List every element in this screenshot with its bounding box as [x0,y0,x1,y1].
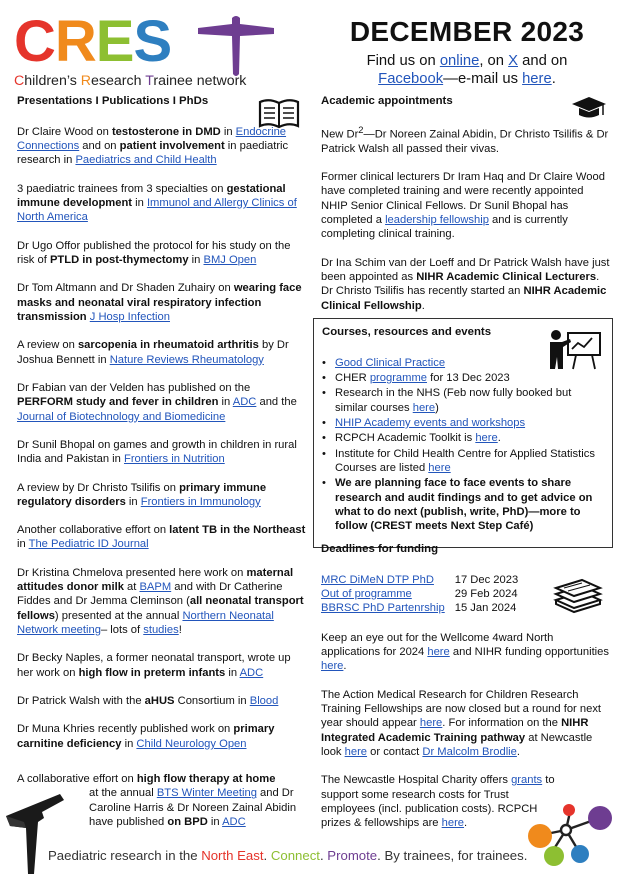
find-sep: , on [479,53,509,69]
find-text: Find us on [366,53,440,69]
highlight: testosterone in DMD [111,125,221,138]
find-end: . [551,71,556,87]
text: or contact [367,745,423,758]
journal-link[interactable]: The Pediatric ID Journal [28,538,149,551]
list-item [17,338,309,367]
highlight: wearing face masks and neonatal viral respiratory infection transmission [17,282,302,323]
courses-box [313,318,613,548]
network-circle [528,824,552,848]
highlight: PTLD in post-thymectomy [49,253,189,266]
table-row [321,601,518,615]
text: Dr Sunil Bhopal on games and growth in children in rural India and Pakistan in [17,438,297,466]
list-item [322,476,604,533]
funding-note [321,631,613,674]
email-link[interactable]: here [522,71,552,87]
text: Dr Tom Altmann and Dr Shaden Zuhairy on [17,282,234,295]
text: Another collaborative effort on [17,524,170,537]
list-item [322,431,604,445]
text: and is currently completing clinical training. [321,213,568,241]
text: ! [178,624,182,637]
text: . [421,299,425,312]
action-medical-link[interactable]: here [419,717,443,730]
funding-note [321,688,613,760]
rcpch-prizes-link[interactable]: here [441,817,465,830]
list-item [17,523,309,552]
list-item [17,481,309,510]
text: Institute for Child Health Centre for Applied Statistics Courses are listed [335,447,595,474]
text: at [123,581,140,594]
text: at the annual [89,787,157,800]
nihr-link[interactable]: here [321,660,344,673]
journal-link[interactable]: studies [143,624,179,637]
deadlines-section [321,542,613,845]
tagline-t: T [145,73,154,89]
network-circles-icon [526,802,622,868]
table-row [321,573,518,587]
deadline-date: 29 Feb 2024 [454,587,518,600]
text: . [516,745,520,758]
journal-link[interactable]: Paediatrics and Child Health [75,154,217,167]
tagline-c: C [14,73,25,89]
text: Dr Fabian van der Velden has published on the [17,381,251,394]
highlight: high flow in preterm infants [78,666,226,679]
text: . [497,432,501,445]
network-circle [563,804,575,816]
statistics-courses-link[interactable]: here [428,461,451,474]
text: Dr Kristina Chmelova presented here work on [17,566,247,579]
journal-link[interactable]: ADC [239,666,264,679]
logo-letter-c: C [14,9,55,74]
table-row [321,587,518,601]
list-item [17,381,309,424]
text: in paediatric research in [17,139,289,167]
text: in [121,737,137,750]
journal-link[interactable]: ADC [232,396,257,409]
text: and the [256,396,297,409]
list-item [17,722,309,751]
text: Dr Patrick Walsh with the [17,695,145,708]
email-text: —e-mail us [443,71,523,87]
highlight: NIHR Integrated Academic Training pathway [321,717,589,744]
text: Dr Becky Naples, a former neonatal transport, wrote up her work on [17,652,291,679]
highlight: We are planning face to face events to share research and audit findings and to get advice on what to do next (publish, write, PhD)—more to follow (CREST meets Next Step Café) [335,477,593,533]
text: Dr Claire Wood on [17,125,112,138]
highlight: gestational immune development [17,182,286,209]
contact-link[interactable]: Dr Malcolm Brodlie [422,745,517,758]
network-circle [571,845,589,863]
text: in [125,495,141,508]
rcpch-toolkit-link[interactable]: here [475,432,498,445]
list-item [17,125,309,168]
text: Keep an eye out for the Wellcome 4ward North applications for 2024 [321,631,554,658]
funding-link[interactable]: Out of programme [321,587,412,600]
journal-link[interactable]: Nature Reviews Rheumatology [109,353,264,366]
list-item [322,371,604,385]
tagline-childrens: hildren’s [24,73,81,89]
gcp-link[interactable]: Good Clinical Practice [335,356,446,369]
funding-link[interactable]: BBRSC PhD Partenrship [321,601,445,614]
text: Former clinical lecturers Dr Iram Haq and Dr Claire Wood have completed training and were recently appointed NHIP Senior Clinical Fellows. Dr Sunil Bhopal has completed a [321,170,605,226]
journal-link[interactable]: Endocrine Connections [17,125,287,152]
find-sep: and on [518,53,568,69]
text: A review by Dr Christo Tsilifis on [17,481,180,494]
highlight: primary carnitine deficiency [17,723,275,750]
journal-link[interactable]: Frontiers in Immunology [140,495,261,508]
leadership-fellowship-link[interactable]: leadership fellowship [385,213,489,226]
text: ) presented at the annual [54,609,183,622]
appointments-title: Academic appointments [321,95,453,107]
highlight: patient involvement [119,139,225,152]
text: and Dr Caroline Harris & Dr Noreen Zainal Abidin have published [89,787,297,828]
wellcome-link[interactable]: here [427,645,450,658]
highlight: sarcopenia in rheumatoid arthritis [77,339,259,352]
text: Dr Muna Khries recently published work on [17,723,234,736]
appointment-item [321,256,613,313]
deadlines-title: Deadlines for funding [321,543,439,555]
text: . [343,660,347,673]
text: . [319,848,328,863]
highlight: all neonatal transport fellows [17,595,304,622]
text: . For information on the [442,717,562,730]
text: . Dr Christo Tsilifis has recently started an [321,270,600,298]
highlight: primary immune regulatory disorders [17,481,267,508]
deadlines-table [321,573,518,615]
courses-list [322,356,604,534]
text: and with Dr Catherine Fiddes and Dr Jemma Cleminson ( [17,581,283,608]
journal-link[interactable]: BAPM [139,581,172,594]
nhip-academy-link[interactable]: NHIP Academy events and workshops [335,416,526,429]
superscript: 2 [358,124,364,135]
tagline-trainee-network: rainee network [153,73,247,89]
logo-letter-r: R [54,9,96,74]
north-east-text: North East [201,848,264,863]
find-us-links [322,52,612,88]
text: in [225,666,240,679]
list-item [17,438,309,467]
publications-column [17,94,309,765]
list-item [17,281,309,324]
iat-link[interactable]: here [344,745,368,758]
text: Research in the NHS (Feb now fully booked but similar courses [335,387,572,414]
highlight: maternal attitudes donor milk [17,566,294,594]
text: in [220,125,236,138]
journal-link[interactable]: Immunol and Allergy Clinics of North America [17,196,297,224]
journal-link[interactable]: BTS Winter Meeting [156,787,257,800]
grants-link[interactable]: grants [511,774,543,787]
logo-tagline [14,72,246,90]
online-link[interactable]: online [439,53,480,69]
promote-text: Promote [327,848,378,863]
list-item [322,356,604,370]
network-circle [544,846,564,866]
highlight: PERFORM study and fever in children [17,396,219,409]
text: CHER [335,371,370,384]
list-item [17,651,309,680]
journal-link[interactable]: Journal of Biotechnology and Biomedicine [17,410,226,423]
text: . [263,848,271,863]
text: in [132,196,147,209]
list-item [17,239,309,268]
tagline-research: esearch [91,73,146,89]
highlight: latent TB in the Northeast [169,524,306,537]
logo-wordmark [14,10,171,74]
text: New Dr [321,128,359,141]
appointments-column [321,94,613,327]
list-item [17,182,309,225]
text: . [464,817,468,830]
newsletter-month: DECEMBER 2023 [349,16,585,47]
text: 3 paediatric trainees from 3 specialties on [17,182,227,195]
text: – lots of [100,624,144,637]
journal-link[interactable]: Frontiers in Nutrition [123,453,225,466]
funding-link[interactable]: MRC DiMeN DTP PhD [321,573,434,586]
journal-link[interactable]: J Hosp Infection [89,310,170,323]
journal-link[interactable]: Blood [249,695,279,708]
text: and on [79,139,120,152]
text: Paediatric research in the [48,848,202,863]
text: in [218,396,233,409]
cher-programme-link[interactable]: programme [369,371,428,384]
publications-title: Presentations I Publications I PhDs [17,95,209,107]
text: A review on [17,339,78,352]
deadline-date: 15 Jan 2024 [454,601,517,614]
logo-letter-e: E [95,9,134,74]
highlight: NIHR Academic Clinical Lecturers [416,270,597,283]
network-circle [588,806,612,830]
highlight: aHUS [144,695,175,708]
text: The Action Medical Research for Children Research Training Fellowships are now closed but a round for next year should appear [321,688,602,730]
appointment-item [321,170,613,242]
journal-link[interactable]: ADC [222,815,246,828]
highlight: on BPD [167,815,208,828]
text: in [188,253,204,266]
x-link[interactable]: X [508,53,518,69]
list-item [322,416,604,430]
logo-letter-s: S [133,9,172,74]
facebook-link[interactable]: Facebook [378,71,444,87]
journal-link[interactable]: BMJ Open [203,253,257,266]
text: . By trainees, for trainees. [377,848,528,863]
text: in [207,815,223,828]
text: Consortium in [174,695,250,708]
text: in [17,538,29,551]
appointment-item [321,125,613,156]
tagline-r: R [80,73,92,89]
highlight: NIHR Academic Clinical Fellowship [321,285,607,312]
deadline-date: 17 Dec 2023 [454,573,519,586]
courses-here-link[interactable]: here [412,401,436,414]
highlight: high flow therapy at home [136,773,276,785]
crest-logo [12,10,312,88]
list-item [17,566,309,638]
journal-link[interactable]: Child Neurology Open [136,737,247,750]
text: for 13 Dec 2023 [427,371,510,384]
text: by Dr Joshua Bennett in [17,339,289,366]
list-item [322,447,604,476]
text: and NIHR funding opportunities [449,645,609,658]
text: Dr Ugo Offor published the protocol for his study on the risk of [17,239,291,266]
list-item [17,694,309,708]
text: —Dr Noreen Zainal Abidin, Dr Christo Tsilifis & Dr Patrick Walsh all passed their vivas. [321,128,609,155]
text: ) [435,401,439,414]
footer-tagline [48,848,527,865]
text: to support some research costs for Trust employees (incl. publication costs). RCPCH prizes & fellowships are [321,774,555,830]
text: RCPCH Academic Toolkit is [335,432,476,445]
angel-of-the-north-logo-icon [196,14,276,80]
text: Dr Ina Schim van der Loeff and Dr Patrick Walsh have just been appointed as [321,256,610,283]
connect-text: Connect [270,848,320,863]
courses-title: Courses, resources and events [322,326,492,338]
text: The Newcastle Hospital Charity offers [321,774,512,787]
journal-link[interactable]: Northern Neonatal Network meeting [17,609,274,637]
text: at Newcastle look [321,731,593,758]
text: A collaborative effort on [17,773,137,785]
list-item [322,386,604,415]
